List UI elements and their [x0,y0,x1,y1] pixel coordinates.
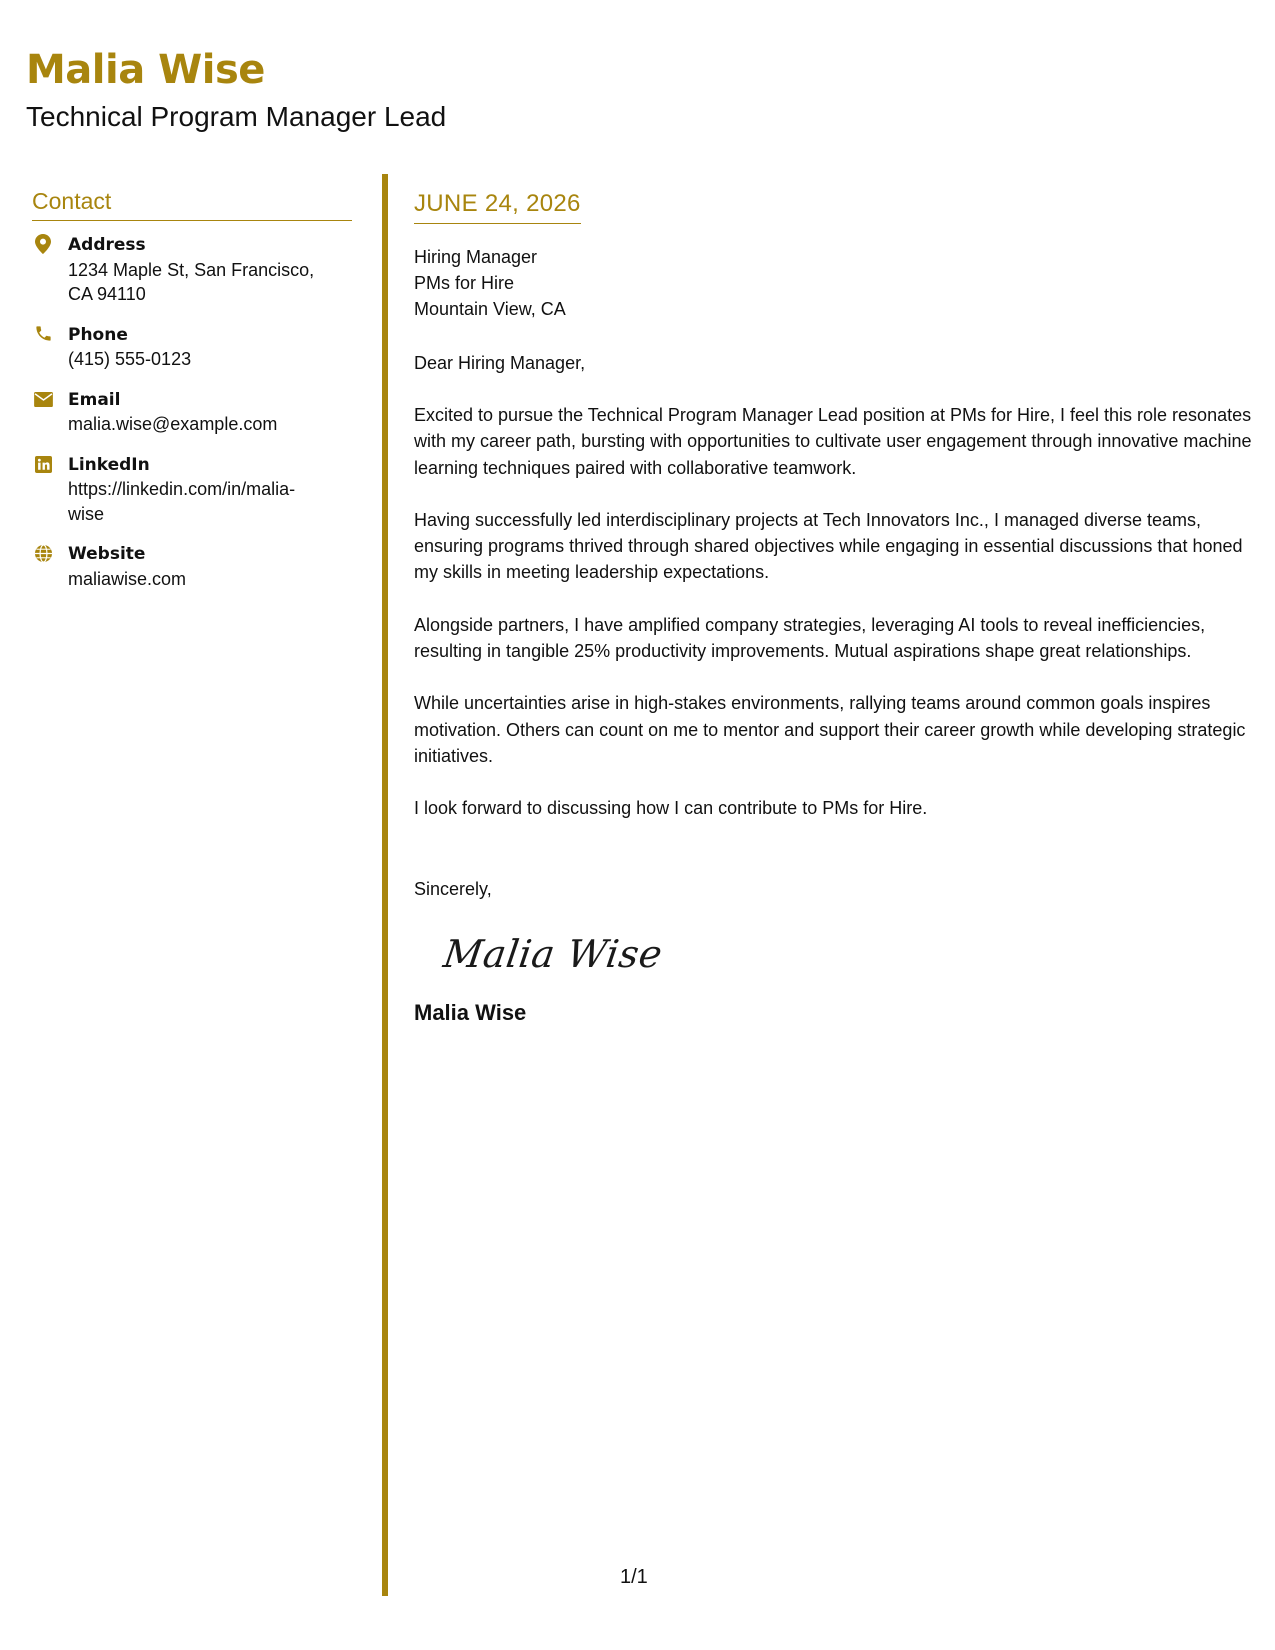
contact-value-phone: (415) 555-0123 [68,349,192,369]
contact-item-email [32,388,352,437]
letter-paragraph: I look forward to discussing how I can contribute to PMs for Hire. [414,798,928,819]
recipient-line: Hiring Manager [414,247,538,267]
page-number: 1/1 [620,1566,648,1588]
contact-item-website [32,542,352,591]
handwritten-signature: Malia Wise [440,931,666,976]
letter-paragraph: Excited to pursue the Technical Program Manager Lead position at PMs for Hire, I feel this role resonates with my career path, bursting with opportunities to cultivate user engagement through innovative machine learning techniques paired with collaborative teamwork. [414,405,1252,478]
letter-paragraph: While uncertainties arise in high-stakes environments, rallying teams around common goals inspires motivation. Others can count on me to mentor and support their career growth while developing strategic initiatives. [414,693,1246,766]
applicant-name: Malia Wise [26,47,265,93]
recipient-line: PMs for Hire [414,273,515,293]
letter-body [414,190,1254,1026]
linkedin-icon [32,454,54,476]
letter-paragraph: Alongside partners, I have amplified company strategies, leveraging AI tools to reveal inefficiencies, resulting in tangible 25% productivity improvements. Mutual aspirations shape great relationships. [414,614,1206,662]
contact-sidebar [32,188,352,607]
contact-heading: Contact [32,188,352,221]
signer-name: Malia Wise [414,999,527,1025]
contact-value-email[interactable]: malia.wise@example.com [68,414,278,434]
contact-value-website[interactable]: maliawise.com [68,568,187,589]
contact-label-email: Email [68,389,121,410]
contact-item-linkedin [32,453,352,527]
contact-label-phone: Phone [68,324,128,345]
envelope-icon [32,389,54,411]
map-pin-icon [32,234,54,256]
closing: Sincerely, [414,878,492,899]
contact-value-address: 1234 Maple St, San Francisco, CA 94110 [68,259,315,304]
globe-icon [32,543,54,565]
contact-label-linkedin: LinkedIn [68,454,150,475]
salutation: Dear Hiring Manager, [414,353,586,373]
recipient-line: Mountain View, CA [414,299,566,319]
contact-label-address: Address [68,235,146,255]
letter-date: JUNE 24, 2026 [414,190,581,224]
contact-label-website: Website [68,544,146,564]
recipient-block [414,244,1254,322]
letter-paragraph: Having successfully led interdisciplinary projects at Tech Innovators Inc., I managed diverse teams, ensuring programs thrived through shared objectives while engaging in essential discussions that honed my skills in meeting leadership expectations. [414,509,1243,583]
phone-icon [32,324,54,346]
column-divider [382,174,388,1596]
job-title: Technical Program Manager Lead [26,101,447,132]
contact-value-linkedin[interactable]: https://linkedin.com/in/malia-wise [68,479,296,524]
contact-item-phone [32,323,352,372]
contact-item-address [32,233,352,307]
